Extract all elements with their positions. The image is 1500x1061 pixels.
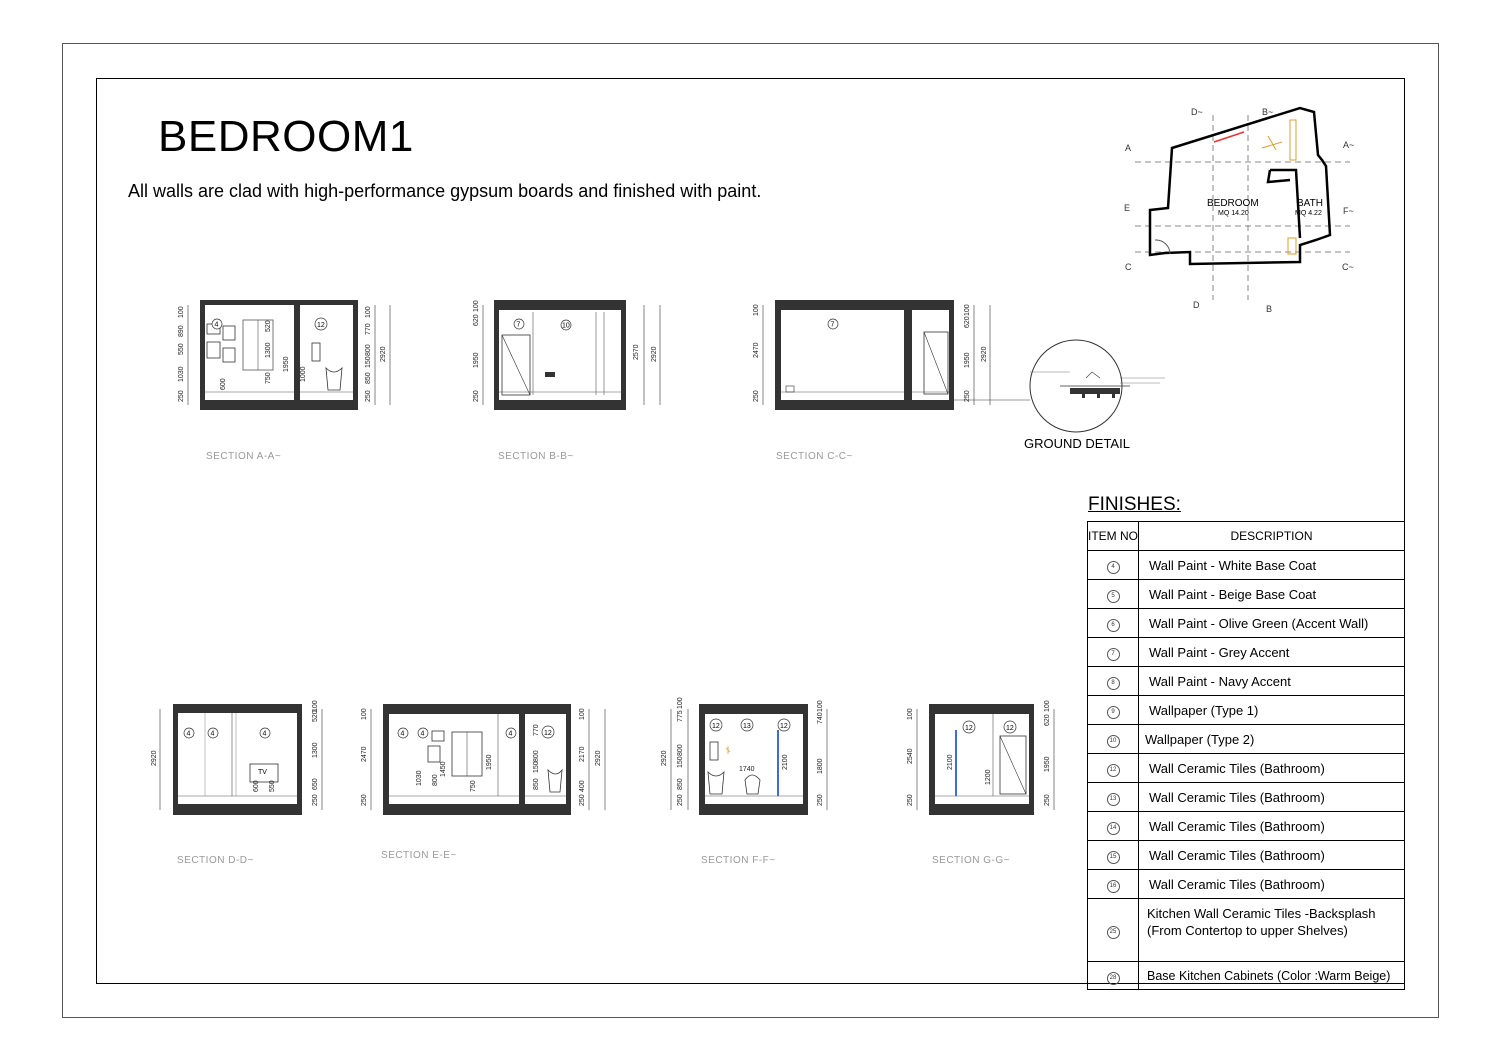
- item-no-badge: 14: [1107, 822, 1120, 835]
- table-row: [1088, 696, 1405, 725]
- svg-text:2920: 2920: [661, 750, 668, 766]
- svg-text:2920: 2920: [651, 346, 658, 362]
- finishes-header-row: [1088, 522, 1405, 551]
- key-plan-bedroom: BEDROOM: [1207, 198, 1259, 209]
- ground-detail-drawing: [1030, 340, 1165, 432]
- table-row: [1088, 870, 1405, 899]
- svg-text:100: 100: [753, 304, 760, 316]
- svg-text:550: 550: [269, 780, 276, 792]
- item-no-badge: 9: [1107, 706, 1120, 719]
- svg-text:250: 250: [753, 390, 760, 402]
- tag-f-12b: 12: [780, 723, 788, 730]
- tag-f-13: 13: [743, 723, 751, 730]
- item-no-badge: 4: [1107, 561, 1120, 574]
- svg-text:890: 890: [178, 325, 185, 337]
- svg-text:150: 150: [533, 761, 540, 773]
- svg-text:520: 520: [265, 320, 272, 332]
- tag-a-4: 4: [214, 321, 219, 329]
- svg-text:100: 100: [361, 708, 368, 720]
- marker-c-tilde: C~: [1342, 262, 1354, 272]
- svg-text:100: 100: [365, 306, 372, 318]
- svg-text:250: 250: [361, 794, 368, 806]
- finishes-title: FINISHES:: [1088, 494, 1181, 515]
- marker-d-tilde: D~: [1191, 107, 1203, 117]
- page-title: BEDROOM1: [158, 112, 414, 161]
- section-e-drawing: [361, 704, 605, 815]
- svg-text:1030: 1030: [416, 770, 423, 786]
- svg-text:100: 100: [817, 700, 824, 712]
- svg-text:1740: 1740: [739, 766, 755, 773]
- svg-text:2920: 2920: [380, 346, 387, 362]
- finish-description: Wall Ceramic Tiles (Bathroom): [1139, 841, 1405, 870]
- table-row: [1088, 609, 1405, 638]
- svg-text:400: 400: [579, 780, 586, 792]
- item-no-badge: 28: [1107, 972, 1120, 985]
- svg-text:2470: 2470: [361, 746, 368, 762]
- svg-text:150: 150: [677, 756, 684, 768]
- svg-text:2570: 2570: [633, 344, 640, 360]
- marker-a-tilde: A~: [1343, 140, 1355, 150]
- finishes-table: [1087, 521, 1405, 990]
- svg-text:770: 770: [365, 323, 372, 335]
- finish-description: Wall Paint - Beige Base Coat: [1139, 580, 1405, 609]
- svg-text:2920: 2920: [151, 750, 158, 766]
- finish-description: Wall Paint - Navy Accent: [1139, 667, 1405, 696]
- tag-c-7: 7: [830, 321, 835, 329]
- svg-text:2920: 2920: [595, 750, 602, 766]
- svg-text:1030: 1030: [178, 366, 185, 382]
- description-header: DESCRIPTION: [1139, 522, 1405, 551]
- ground-detail-label: GROUND DETAIL: [1024, 436, 1130, 451]
- svg-text:100: 100: [1044, 700, 1051, 712]
- tag-g-12b: 12: [1006, 725, 1014, 732]
- svg-text:800: 800: [432, 774, 439, 786]
- svg-text:250: 250: [312, 794, 319, 806]
- item-no-badge: 8: [1107, 677, 1120, 690]
- tag-d-4b: 4: [210, 730, 215, 738]
- item-no-badge: 13: [1107, 793, 1120, 806]
- svg-text:620: 620: [964, 316, 971, 328]
- finish-description: Wallpaper (Type 1): [1139, 696, 1405, 725]
- svg-text:1950: 1950: [473, 352, 480, 368]
- svg-text:520: 520: [312, 710, 319, 722]
- finish-description: Wall Paint - Grey Accent: [1139, 638, 1405, 667]
- svg-text:800: 800: [533, 750, 540, 762]
- finish-description: [1139, 899, 1405, 962]
- finish-description: Wall Ceramic Tiles (Bathroom): [1139, 783, 1405, 812]
- table-row: [1088, 667, 1405, 696]
- svg-text:750: 750: [470, 780, 477, 792]
- item-no-badge: 15: [1107, 851, 1120, 864]
- sections-row-2: [140, 695, 1070, 835]
- section-c-label: SECTION C-C~: [776, 451, 853, 462]
- finish-description-line-1: Kitchen Wall Ceramic Tiles -Backsplash: [1147, 906, 1376, 921]
- tag-e-4a: 4: [400, 730, 405, 738]
- svg-text:2100: 2100: [947, 754, 954, 770]
- svg-text:150: 150: [365, 356, 372, 368]
- tag-b-10: 10: [562, 322, 570, 330]
- table-row: [1088, 551, 1405, 580]
- tag-d-4c: 4: [262, 730, 267, 738]
- tag-e-12: 12: [544, 730, 552, 737]
- finish-description-line-2: (From Contertop to upper Shelves): [1147, 923, 1348, 938]
- svg-text:1950: 1950: [1044, 756, 1051, 772]
- finish-description: Wall Ceramic Tiles (Bathroom): [1139, 754, 1405, 783]
- tag-e-4b: 4: [420, 730, 425, 738]
- table-row: [1088, 962, 1405, 990]
- svg-text:740: 740: [817, 712, 824, 724]
- finish-description: Base Kitchen Cabinets (Color :Warm Beige): [1139, 962, 1405, 990]
- section-b-label: SECTION B-B~: [498, 451, 574, 462]
- svg-text:250: 250: [817, 794, 824, 806]
- svg-text:600: 600: [220, 378, 227, 390]
- marker-c: C: [1125, 262, 1132, 272]
- finish-description: Wallpaper (Type 2): [1139, 725, 1405, 754]
- section-f-label: SECTION F-F~: [701, 855, 776, 866]
- tag-e-4c: 4: [508, 730, 513, 738]
- svg-text:2540: 2540: [907, 748, 914, 764]
- item-no-badge: 16: [1107, 880, 1120, 893]
- tag-g-12a: 12: [965, 725, 973, 732]
- svg-text:800: 800: [365, 344, 372, 356]
- finish-description: Wall Paint - Olive Green (Accent Wall): [1139, 609, 1405, 638]
- item-no-badge: 12: [1107, 764, 1120, 777]
- table-row: [1088, 899, 1405, 962]
- svg-text:2170: 2170: [579, 746, 586, 762]
- svg-text:1300: 1300: [265, 342, 272, 358]
- svg-text:250: 250: [178, 390, 185, 402]
- svg-text:1950: 1950: [486, 754, 493, 770]
- svg-text:100: 100: [178, 306, 185, 318]
- svg-text:620: 620: [1044, 714, 1051, 726]
- svg-text:250: 250: [1044, 794, 1051, 806]
- svg-text:100: 100: [312, 700, 319, 712]
- key-plan: [1120, 100, 1370, 320]
- finish-description: Wall Ceramic Tiles (Bathroom): [1139, 870, 1405, 899]
- svg-text:250: 250: [579, 794, 586, 806]
- table-row: [1088, 725, 1405, 754]
- key-plan-bath-area: MQ 4.22: [1295, 210, 1322, 217]
- svg-text:100: 100: [677, 697, 684, 709]
- tag-b-7: 7: [516, 321, 521, 329]
- svg-text:550: 550: [178, 343, 185, 355]
- section-b-drawing: [473, 300, 660, 410]
- svg-text:1200: 1200: [985, 769, 992, 785]
- table-row: [1088, 841, 1405, 870]
- page-subtitle: All walls are clad with high-performance gypsum boards and finished with paint.: [128, 181, 762, 201]
- svg-text:1450: 1450: [440, 761, 447, 777]
- item-no-badge: 7: [1107, 648, 1120, 661]
- section-a-drawing: [178, 300, 390, 410]
- svg-text:1950: 1950: [283, 356, 290, 372]
- finish-description: Wall Ceramic Tiles (Bathroom): [1139, 812, 1405, 841]
- key-plan-bath: BATH: [1297, 198, 1323, 209]
- svg-text:1950: 1950: [964, 352, 971, 368]
- svg-text:650: 650: [312, 778, 319, 790]
- svg-text:250: 250: [473, 390, 480, 402]
- svg-text:1800: 1800: [817, 758, 824, 774]
- svg-text:775: 775: [677, 710, 684, 722]
- svg-text:250: 250: [677, 794, 684, 806]
- svg-text:600: 600: [253, 780, 260, 792]
- svg-text:850: 850: [533, 778, 540, 790]
- item-no-badge: 6: [1107, 619, 1120, 632]
- table-row: [1088, 580, 1405, 609]
- finish-description: Wall Paint - White Base Coat: [1139, 551, 1405, 580]
- tv-label: TV: [258, 769, 267, 776]
- section-a-label: SECTION A-A~: [206, 451, 282, 462]
- marker-a: A: [1125, 143, 1132, 153]
- svg-text:100: 100: [579, 708, 586, 720]
- svg-text:800: 800: [677, 744, 684, 756]
- item-no-badge: 5: [1107, 590, 1120, 603]
- item-no-badge: 25: [1107, 926, 1120, 939]
- item-no-header: ITEM NO: [1088, 522, 1139, 551]
- svg-text:2920: 2920: [981, 346, 988, 362]
- marker-d: D: [1193, 300, 1200, 310]
- marker-e: E: [1124, 203, 1131, 213]
- section-g-label: SECTION G-G~: [932, 855, 1010, 866]
- svg-text:250: 250: [907, 794, 914, 806]
- section-g-drawing: [907, 700, 1054, 815]
- table-row: [1088, 783, 1405, 812]
- svg-text:2470: 2470: [753, 342, 760, 358]
- tag-f-12a: 12: [712, 723, 720, 730]
- section-f-drawing: [661, 697, 827, 815]
- svg-text:750: 750: [265, 372, 272, 384]
- tag-d-4a: 4: [186, 730, 191, 738]
- section-c-drawing: [753, 300, 1030, 410]
- svg-text:1300: 1300: [312, 742, 319, 758]
- key-plan-bedroom-area: MQ 14.20: [1218, 210, 1249, 217]
- sections-row-1: [160, 290, 1180, 440]
- svg-text:850: 850: [365, 372, 372, 384]
- section-d-drawing: [151, 700, 322, 815]
- table-row: [1088, 812, 1405, 841]
- svg-text:100: 100: [964, 304, 971, 316]
- marker-b-tilde: B~: [1262, 107, 1274, 117]
- svg-text:620: 620: [473, 314, 480, 326]
- marker-f-tilde: F~: [1343, 206, 1354, 216]
- svg-text:100: 100: [473, 300, 480, 312]
- table-row: [1088, 638, 1405, 667]
- svg-text:770: 770: [533, 724, 540, 736]
- svg-text:850: 850: [677, 778, 684, 790]
- svg-text:1000: 1000: [300, 366, 307, 382]
- table-row: [1088, 754, 1405, 783]
- svg-text:100: 100: [907, 708, 914, 720]
- marker-b: B: [1266, 304, 1273, 314]
- svg-text:250: 250: [964, 390, 971, 402]
- item-no-badge: 10: [1107, 735, 1120, 748]
- section-e-label: SECTION E-E~: [381, 850, 457, 861]
- section-d-label: SECTION D-D~: [177, 855, 254, 866]
- svg-text:2100: 2100: [782, 754, 789, 770]
- svg-text:250: 250: [365, 390, 372, 402]
- tag-a-12: 12: [317, 322, 325, 329]
